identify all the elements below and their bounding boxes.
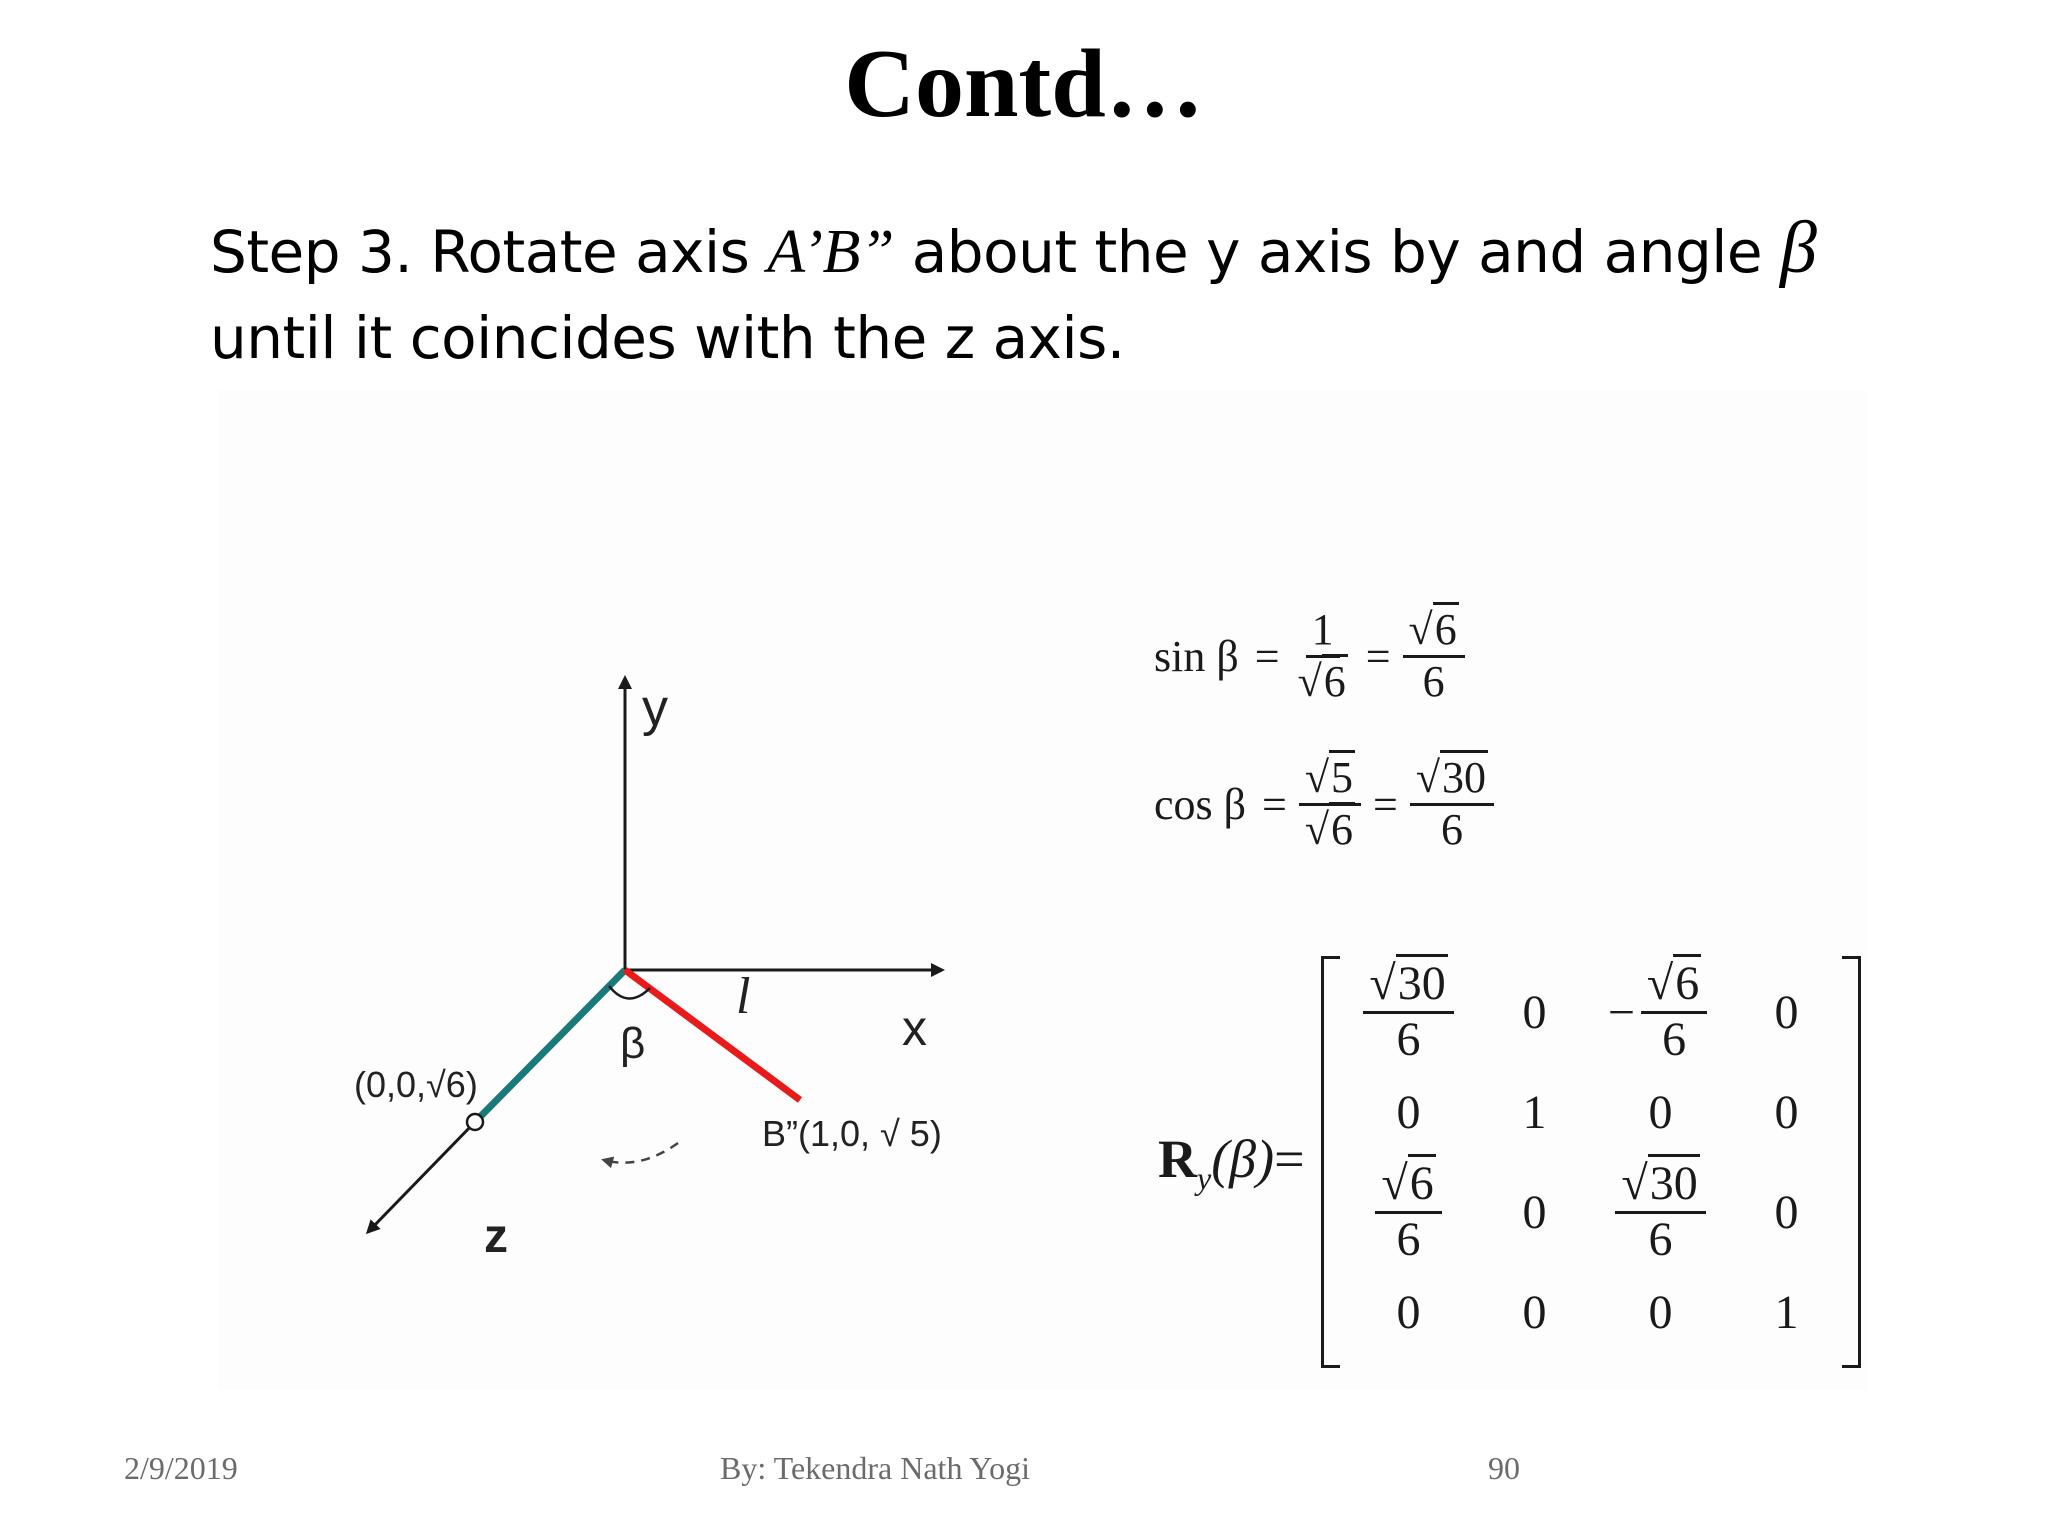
matrix-cell — [1339, 956, 1479, 1066]
footer-date: 2/9/2019 — [124, 1450, 238, 1486]
sin-fraction-1 — [1292, 606, 1354, 706]
radical-sign: √ — [1369, 956, 1396, 1010]
matrix-cell: 0 — [1396, 1285, 1421, 1339]
sin-lhs: sin β — [1154, 631, 1239, 681]
matrix-cell: 1 — [1522, 1085, 1547, 1139]
radicand: 30 — [1440, 750, 1488, 802]
step-middle: about the y axis by and angle — [893, 218, 1781, 286]
y-axis-label: y — [642, 679, 668, 737]
radicand: 6 — [1322, 654, 1348, 706]
matrix-cell: 0 — [1522, 1285, 1547, 1339]
radicand: 30 — [1396, 954, 1448, 1010]
footer-page-number: 90 — [1488, 1450, 1520, 1486]
radical-sign: √ — [1408, 605, 1433, 655]
footer-author: By: Tekendra Nath Yogi — [720, 1450, 1031, 1486]
cos-frac2-den: 6 — [1440, 804, 1463, 854]
matrix-cell: 0 — [1396, 1085, 1421, 1139]
cos-eq-1: = — [1262, 779, 1287, 829]
angle-symbol: β — [1780, 207, 1817, 289]
angle-label: β — [620, 1019, 646, 1068]
matrix-cell: 0 — [1648, 1285, 1673, 1339]
matrix-cell: 0 — [1522, 985, 1547, 1039]
radicand: 6 — [1329, 802, 1355, 854]
denominator: 6 — [1648, 1212, 1673, 1266]
matrix-body — [1321, 956, 1861, 1362]
radicand: 6 — [1433, 602, 1459, 654]
sin-eq-1: = — [1254, 631, 1280, 681]
denominator: 6 — [1662, 1012, 1687, 1066]
matrix-cell: 0 — [1774, 985, 1799, 1039]
z-axis-line — [368, 1122, 475, 1232]
sin-frac2-den: 6 — [1422, 656, 1445, 706]
radicand: 6 — [1673, 954, 1701, 1010]
minus-sign: − — [1607, 985, 1635, 1039]
step-line-2: until it coincides with the z axis. — [210, 304, 1125, 372]
cos-lhs: cos β — [1154, 779, 1247, 829]
cos-eq-2: = — [1373, 779, 1398, 829]
step-prefix: Step 3. Rotate axis — [210, 218, 768, 286]
slide-title: Contd… — [844, 30, 1204, 138]
point-z-marker — [467, 1114, 483, 1130]
z-segment — [475, 970, 625, 1122]
radical-sign: √ — [1646, 956, 1674, 1010]
matrix-cell: 1 — [1774, 1285, 1799, 1339]
radical-sign: √ — [1621, 1156, 1648, 1210]
point-z-label: (0,0,√6) — [354, 1064, 478, 1105]
cos-frac1-num — [1299, 754, 1361, 805]
rotation-matrix — [1158, 956, 1861, 1362]
radicand: 6 — [1408, 1154, 1436, 1210]
cos-fraction-2 — [1410, 754, 1494, 854]
cos-frac1-den — [1299, 806, 1361, 854]
axis-name: A’B” — [767, 218, 894, 286]
matrix-eq: = — [1274, 1128, 1305, 1189]
matrix-argument: (β) — [1211, 1128, 1275, 1189]
sin-frac1-den — [1292, 658, 1354, 706]
radical-sign: √ — [1381, 1156, 1408, 1210]
x-axis-label: x — [902, 1000, 927, 1056]
matrix-name: R — [1158, 1128, 1197, 1189]
matrix-cell — [1591, 956, 1731, 1066]
radicand: 30 — [1648, 1154, 1700, 1210]
point-b-label: B”(1,0, √ 5) — [762, 1113, 942, 1154]
radical-sign: √ — [1304, 804, 1330, 854]
cos-fraction-1 — [1299, 754, 1361, 854]
matrix-cell — [1339, 1156, 1479, 1266]
sin-equation — [1154, 582, 1471, 730]
sin-eq-2: = — [1365, 631, 1391, 681]
radical-sign: √ — [1304, 753, 1330, 803]
matrix-lhs — [1158, 1128, 1305, 1197]
cos-frac2-num — [1410, 754, 1494, 805]
matrix-cell — [1591, 1156, 1731, 1266]
matrix-cell: 0 — [1648, 1085, 1673, 1139]
sin-fraction-2 — [1403, 606, 1465, 706]
b-segment — [625, 970, 800, 1100]
z-axis-label: z — [484, 1210, 508, 1263]
matrix-cell: 0 — [1774, 1185, 1799, 1239]
radical-sign: √ — [1415, 753, 1441, 803]
radicand: 5 — [1329, 750, 1355, 802]
line-label: l — [736, 968, 751, 1025]
cos-equation — [1154, 730, 1500, 878]
rotation-arrow — [604, 1143, 678, 1163]
radical-sign: √ — [1297, 656, 1322, 706]
sin-frac1-num: 1 — [1306, 606, 1340, 657]
denominator: 6 — [1396, 1212, 1421, 1266]
sin-frac2-num — [1403, 606, 1465, 657]
matrix-subscript: y — [1197, 1159, 1212, 1196]
matrix-cell: 0 — [1774, 1085, 1799, 1139]
matrix-cell: 0 — [1522, 1185, 1547, 1239]
denominator: 6 — [1396, 1012, 1421, 1066]
